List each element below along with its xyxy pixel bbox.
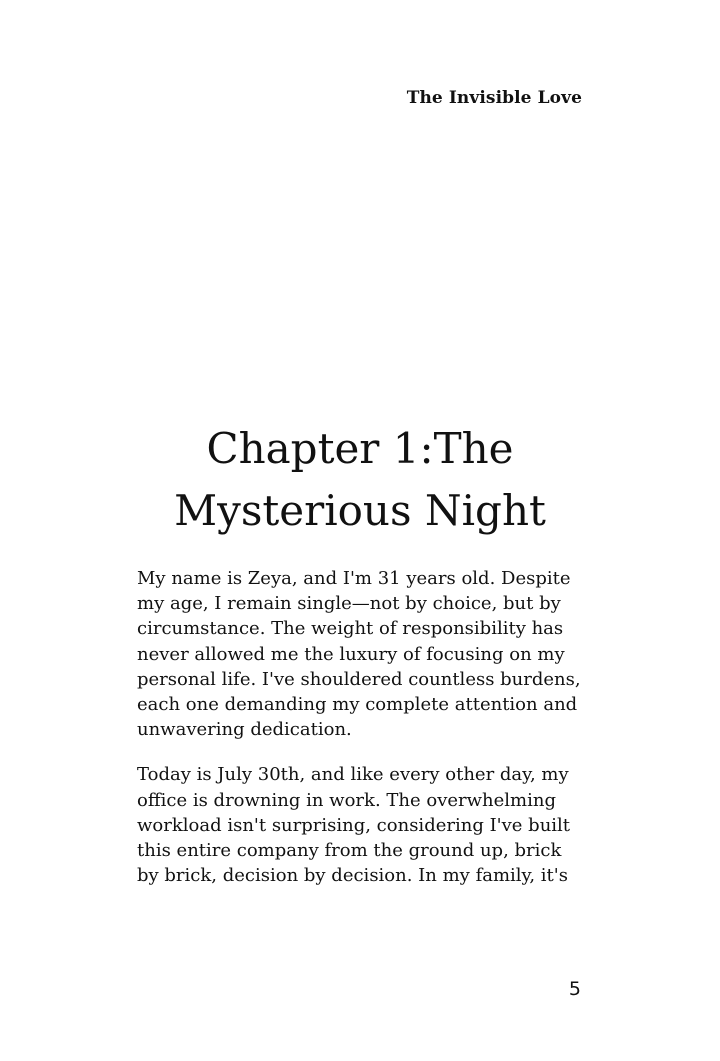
chapter-title-line-1: Chapter 1:The	[206, 424, 514, 473]
running-header-book-title: The Invisible Love	[406, 88, 582, 108]
chapter-title	[120, 418, 600, 542]
paragraph-2: Today is July 30th, and like every other day, my office is drowning in work. The overwhelming workload isn't surprising, considering I've built this entire company from the ground up, brick by brick, decision by decision. In my family, it's	[137, 764, 571, 887]
paragraph-1: My name is Zeya, and I'm 31 years old. Despite my age, I remain single—not by choice, but by circumstance. The weight of responsibility has never allowed me the luxury of focusing on my personal life. I've shouldered countless burdens, each one demanding my complete attention and unwavering dedication.	[137, 568, 581, 741]
chapter-body	[137, 566, 587, 908]
page-number: 5	[568, 978, 581, 1000]
chapter-title-line-2: Mysterious Night	[174, 486, 546, 535]
